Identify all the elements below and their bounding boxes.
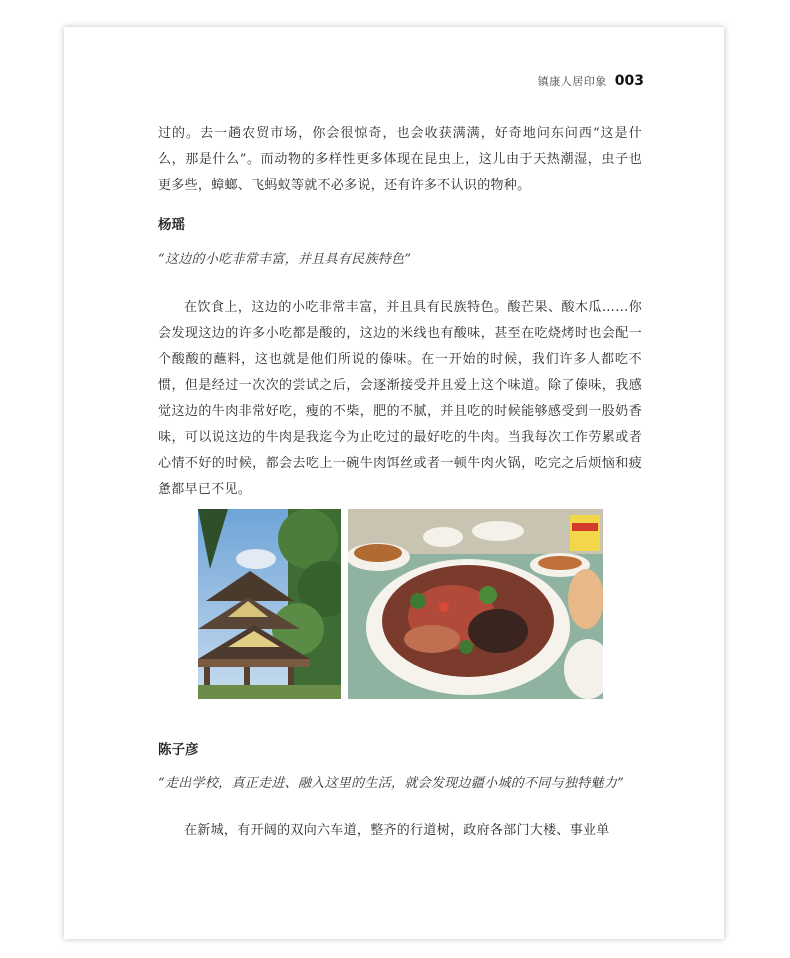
intro-block — [158, 121, 642, 199]
photo-dai-pavilion — [198, 509, 341, 699]
intro-paragraph: 过的。去一趟农贸市场，你会很惊奇，也会收获满满，好奇地问东问西“这是什么，那是什么”。而动物的多样性更多体现在昆虫上，这儿由于天热潮湿，虫子也更多些，蟑螂、飞蚂蚁等就不必多说，还有许多不认识的物种。 — [158, 126, 642, 193]
page-header — [538, 73, 644, 89]
quote-block-yang-yao — [158, 248, 642, 267]
quote-block-chen-ziyan — [158, 772, 642, 791]
section-yang-yao — [158, 213, 642, 233]
book-page — [64, 27, 724, 939]
photo-noodle-dish — [348, 509, 603, 699]
paragraph-chen-ziyan: 在新城，有开阔的双向六车道，整齐的行道树，政府各部门大楼、事业单 — [184, 823, 610, 838]
running-title: 镇康人居印象 — [537, 75, 607, 88]
paragraph-block-yang-yao — [158, 295, 642, 503]
section-chen-ziyan — [158, 738, 642, 758]
paragraph-block-chen-ziyan — [158, 818, 642, 844]
paragraph-yang-yao: 在饮食上，这边的小吃非常丰富，并且具有民族特色。酸芒果、酸木瓜……你会发现这边的许多小吃都是酸的，这边的米线也有酸味，甚至在吃烧烤时也会配一个酸酸的蘸料，这也就是他们所说的傣味。在一开始的时候，我们许多人都吃不惯，但是经过一次次的尝试之后，会逐渐接受并且爱上这个味道。除了傣味，我感觉这边的牛肉非常好吃，瘦的不柴，肥的不腻，并且吃的时候能够感受到一股奶香味，可以说这边的牛肉是我迄今为止吃过的最好吃的牛肉。当我每次工作劳累或者心情不好的时候，都会去吃上一碗牛肉饵丝或者一顿牛肉火锅，吃完之后烦恼和疲惫都早已不见。 — [158, 300, 642, 497]
person-name-chen-ziyan: 陈子彦 — [158, 742, 199, 758]
quote-chen-ziyan: “走出学校，真正走进、融入这里的生活，就会发现边疆小城的不同与独特魅力” — [158, 776, 625, 791]
person-name-yang-yao: 杨瑶 — [158, 217, 185, 233]
page-number: 003 — [614, 73, 644, 89]
quote-yang-yao: “这边的小吃非常丰富，并且具有民族特色” — [158, 252, 412, 267]
